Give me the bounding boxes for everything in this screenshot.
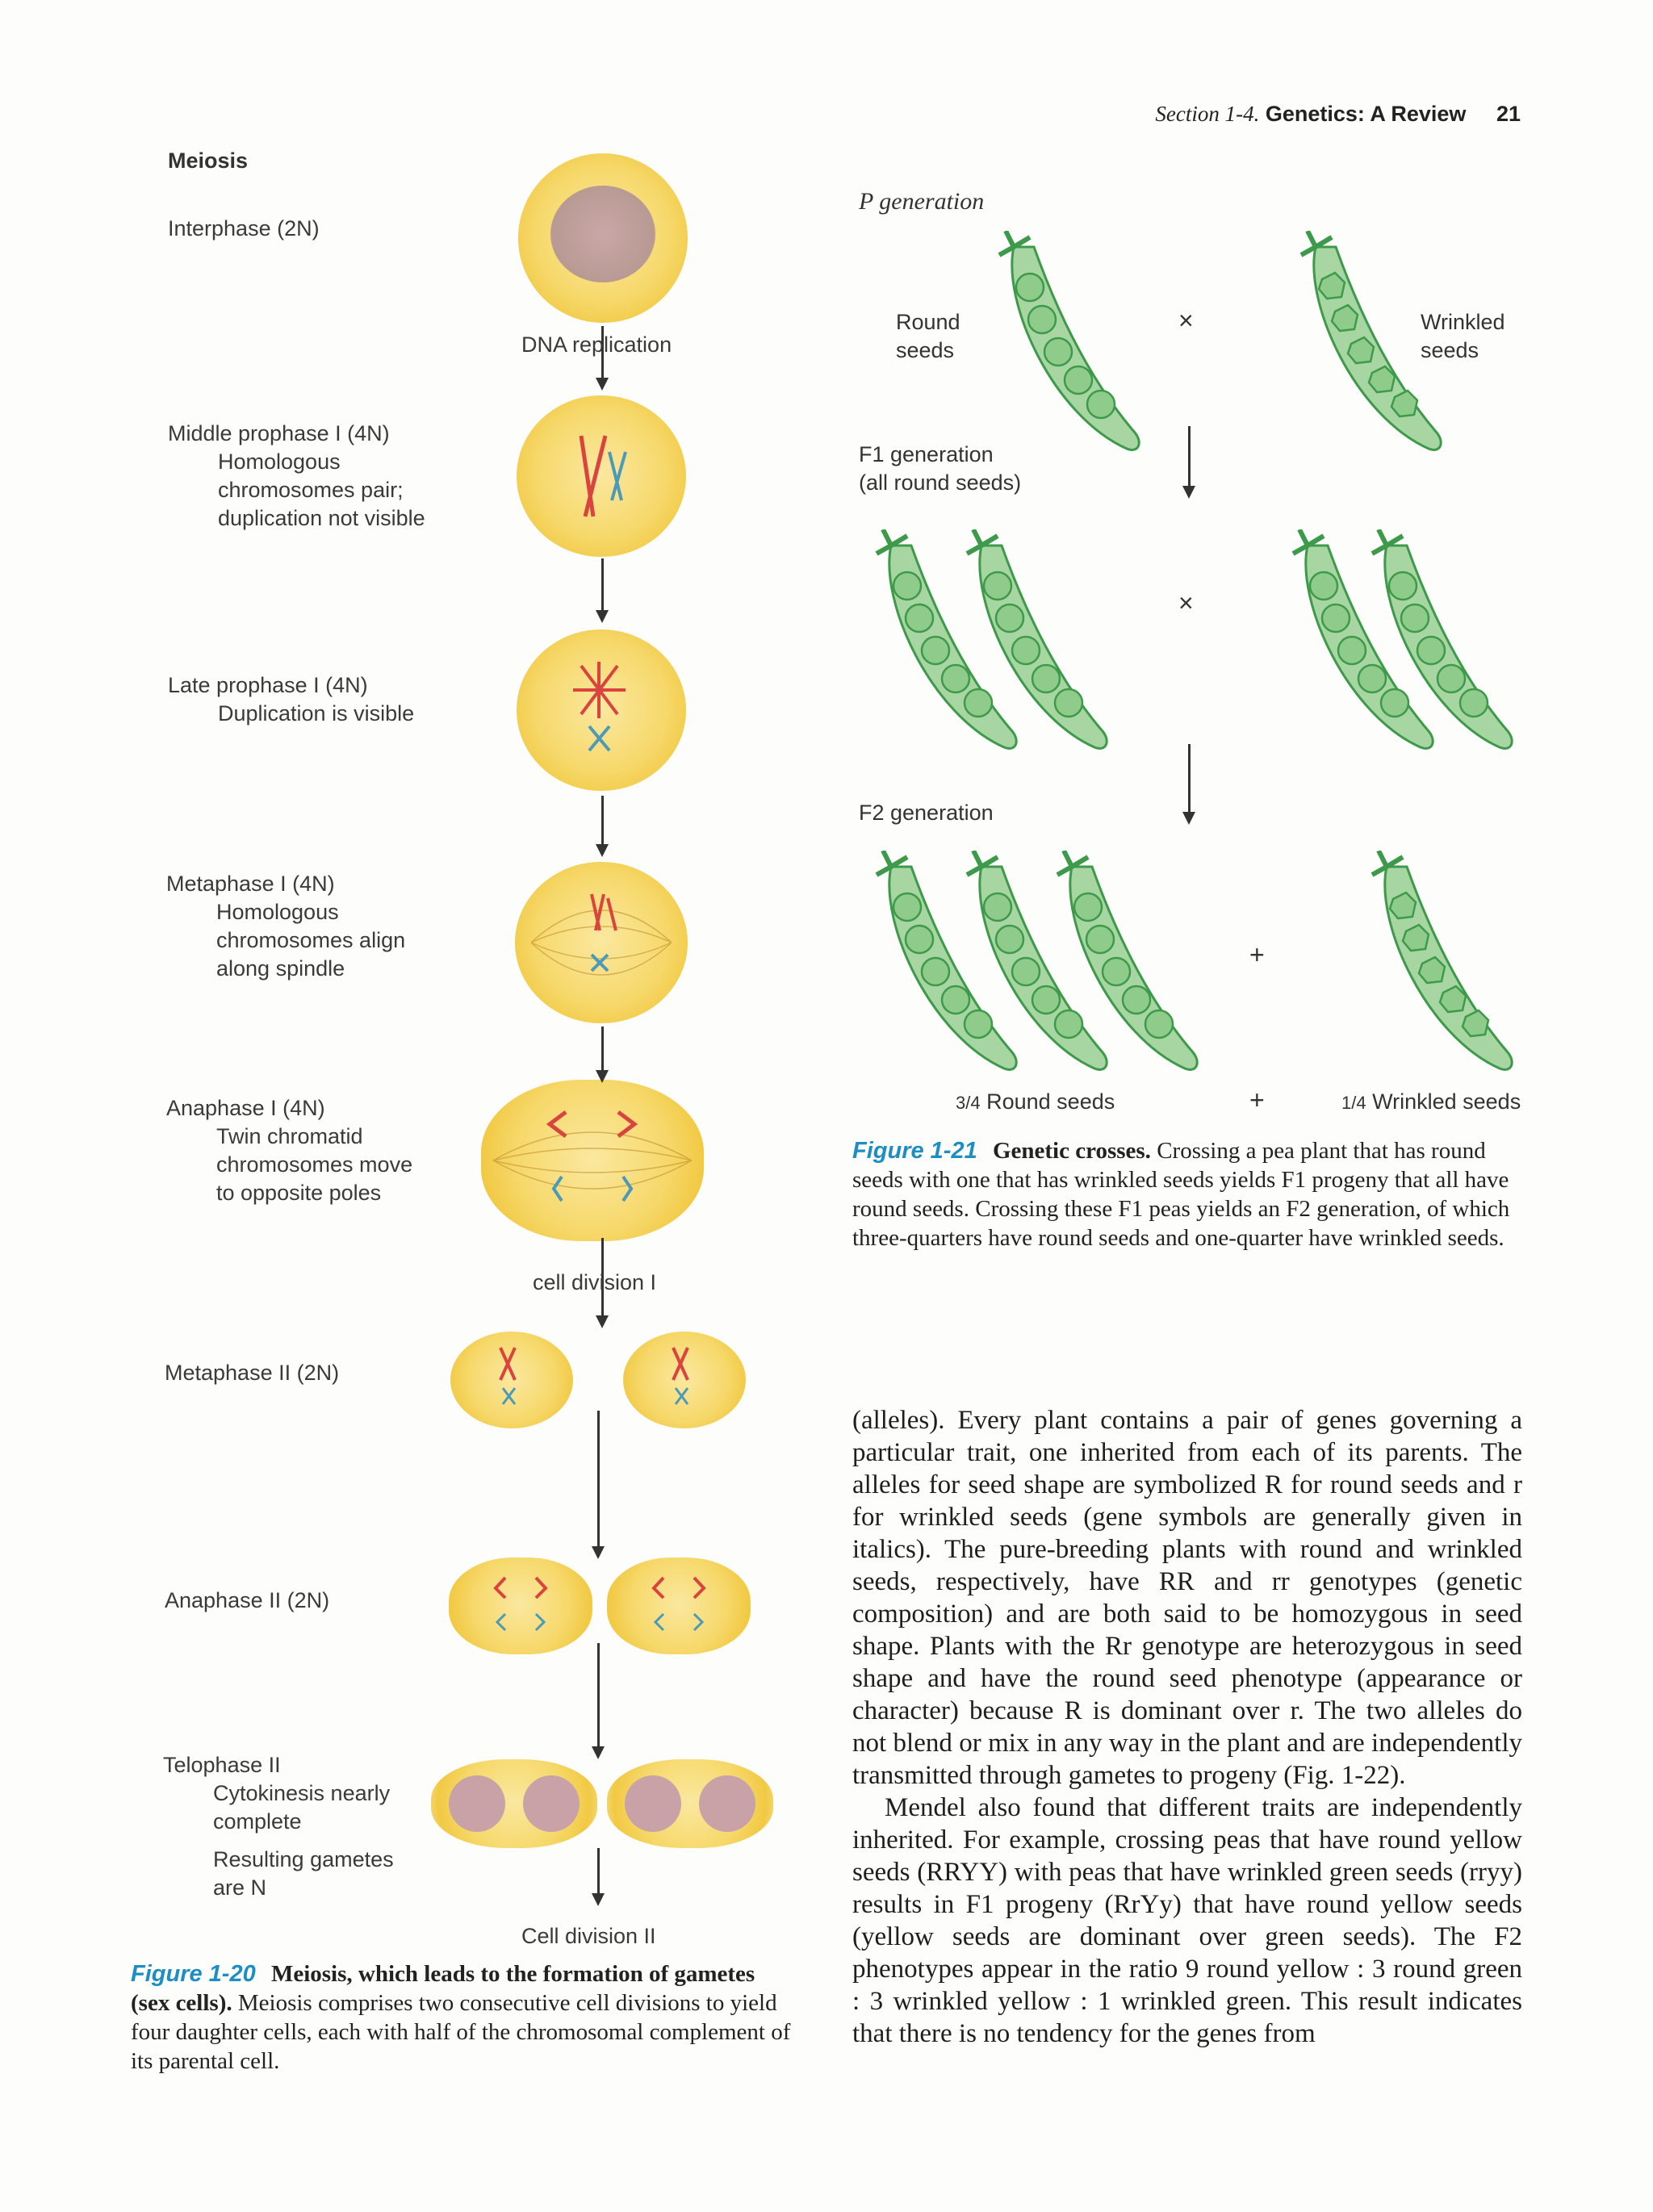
stage-name: Telophase II [163,1753,281,1777]
cell-metaphase-1 [515,862,688,1023]
cell-anaphase-2-right [607,1558,751,1654]
body-paragraph-1: (alleles). Every plant contains a pair of genes governing a particular trait, one inherited from each of its parents. The alleles for seed shape are symbolized R for round seeds and r for wrinkled seeds (gene symbols are generally given in italics). The pure-breeding plants with round and wrinkled seeds, respectively, have RR and rr genotypes (genetic composition) and are both said to be homozygous in seed shape. Plants with the Rr genotype are heterozygous in seed shape and have the round seed phenotype (appearance or character) because R is dominant over r. The two alleles do not blend or mix in any way in the plant and are independently transmitted through gametes to progeny (Fig. 1-22). [852,1406,1522,1790]
stage-detail: along spindle [216,956,345,981]
f1-generation-text: F1 generation [859,442,994,466]
ratio-wrinkled-text: Wrinkled seeds [1372,1089,1521,1114]
figure-1-21-caption [852,1136,1514,1252]
p-generation-label [859,187,984,216]
stage-detail: Resulting gametes [213,1847,394,1871]
header-section: Section 1-4. [1155,102,1260,126]
stage-metaphase-1 [166,870,405,983]
stage-name: Interphase (2N) [168,216,320,240]
arrow-label-cell-division-1: cell division I [533,1270,657,1294]
pod-parent-wrinkled [1299,231,1453,465]
stage-detail: Duplication is visible [218,701,415,725]
cell-metaphase-2-left [450,1332,573,1428]
body-text [852,1404,1522,2050]
cell-middle-prophase [517,395,686,557]
stage-detail: complete [213,1809,302,1834]
stage-detail: chromosomes align [216,928,406,952]
stage-anaphase-1 [166,1094,412,1207]
stage-name: Metaphase I (4N) [166,872,335,896]
cell-telophase-2-right [607,1759,773,1848]
arrow-down [597,1848,600,1895]
round-seeds-line-2: seeds [896,338,955,362]
page-number: 21 [1496,102,1521,126]
stage-name: Anaphase I (4N) [166,1096,325,1120]
pod-f2-round [1056,851,1209,1085]
arrow-down [601,558,604,612]
cross-symbol: × [1178,306,1194,335]
stage-detail: Cytokinesis nearly [213,1781,391,1805]
ratio-round-fraction: 3/4 [956,1093,981,1113]
wrinkled-seeds-line-2: seeds [1421,338,1479,362]
figure-number: Figure 1-21 [852,1138,977,1164]
stage-late-prophase [168,671,414,728]
f1-note: (all round seeds) [859,470,1022,495]
figure-title: Meiosis, which leads to the formation of gametes (sex cells). [131,1961,755,2016]
stage-interphase [168,215,320,243]
cross-symbol: × [1178,588,1194,617]
stage-detail: chromosomes pair; [218,478,404,502]
f1-generation-label [859,441,1021,497]
pod-f1-round [1371,529,1524,763]
cell-late-prophase [517,629,686,791]
plus-sign: + [1249,940,1265,969]
stage-name: Middle prophase I (4N) [168,421,390,445]
figure-1-20-caption [131,1959,793,2076]
round-seeds-label [896,308,960,365]
stage-name: Metaphase II (2N) [165,1361,340,1385]
stage-middle-prophase [168,420,425,533]
meiosis-title: Meiosis [168,148,249,173]
cell-metaphase-2-right [623,1332,746,1428]
stage-detail: Homologous [216,900,339,924]
cell-interphase [518,153,688,323]
wrinkled-seeds-line-1: Wrinkled [1421,310,1505,334]
stage-detail: Twin chromatid [216,1124,363,1148]
pod-f1-round [965,529,1119,763]
f2-generation-text: F2 generation [859,801,994,825]
arrow-label-dna-replication: DNA replication [521,332,672,357]
arrow-down [597,1643,600,1748]
round-seeds-line-1: Round [896,310,960,334]
stage-detail: chromosomes move [216,1152,413,1177]
figure-title: Genetic crosses. [992,1138,1151,1164]
arrow-down [601,1027,604,1072]
ratio-round [956,1088,1115,1117]
plus-sign: + [1249,1085,1265,1114]
stage-detail: duplication not visible [218,506,425,530]
cell-telophase-2-left [431,1759,597,1848]
arrow-down [601,796,604,846]
pod-f2-wrinkled [1371,851,1524,1085]
figure-number: Figure 1-20 [131,1961,256,1987]
p-generation-text: P generation [859,188,985,215]
header-title: Genetics: A Review [1265,102,1467,126]
arrow-down [1188,744,1191,813]
cell-anaphase-1 [481,1080,704,1241]
figure-text: Crossing a pea plant that has round seeds with one that has wrinkled seeds yields F1 progeny that all have round seeds. Crossing these F1 peas yields an F2 generation, of which three-quarters have round seeds and one-quarter have wrinkled seeds. [852,1138,1510,1251]
ratio-wrinkled [1341,1088,1521,1117]
arrow-label-cell-division-2: Cell division II [521,1924,656,1948]
stage-name: Anaphase II (2N) [165,1588,330,1612]
running-header [1141,102,1521,127]
cell-anaphase-2-left [449,1558,592,1654]
stage-detail: to opposite poles [216,1181,382,1205]
stage-anaphase-2 [165,1587,329,1615]
arrow-down [597,1411,600,1548]
f2-generation-label [859,799,994,827]
pod-parent-round [998,231,1151,465]
body-paragraph-2: Mendel also found that different traits are independently inherited. For example, crossing peas that have round yellow seeds (RRYY) with peas that have wrinkled green seeds (rryy) results in F1 progeny (RrYy) that have round yellow seeds (yellow seeds are dominant over green seeds). The F2 phenotypes appear in the ratio 9 round yellow : 3 round green : 3 wrinkled yellow : 1 wrinkled green. This result indicates that there is no tendency for the genes from [852,1793,1522,2048]
figure-text: Meiosis comprises two consecutive cell divisions to yield four daughter cells, each with half of the chromosomal complement of its parental cell. [131,1990,791,2074]
stage-detail: are N [213,1875,267,1900]
ratio-wrinkled-fraction: 1/4 [1341,1093,1366,1113]
stage-name: Late prophase I (4N) [168,673,368,697]
ratio-round-text: Round seeds [986,1089,1115,1114]
stage-metaphase-2 [165,1359,339,1387]
stage-telophase-2 [163,1751,394,1902]
stage-detail: Homologous [218,450,341,474]
arrow-down [1188,426,1191,487]
